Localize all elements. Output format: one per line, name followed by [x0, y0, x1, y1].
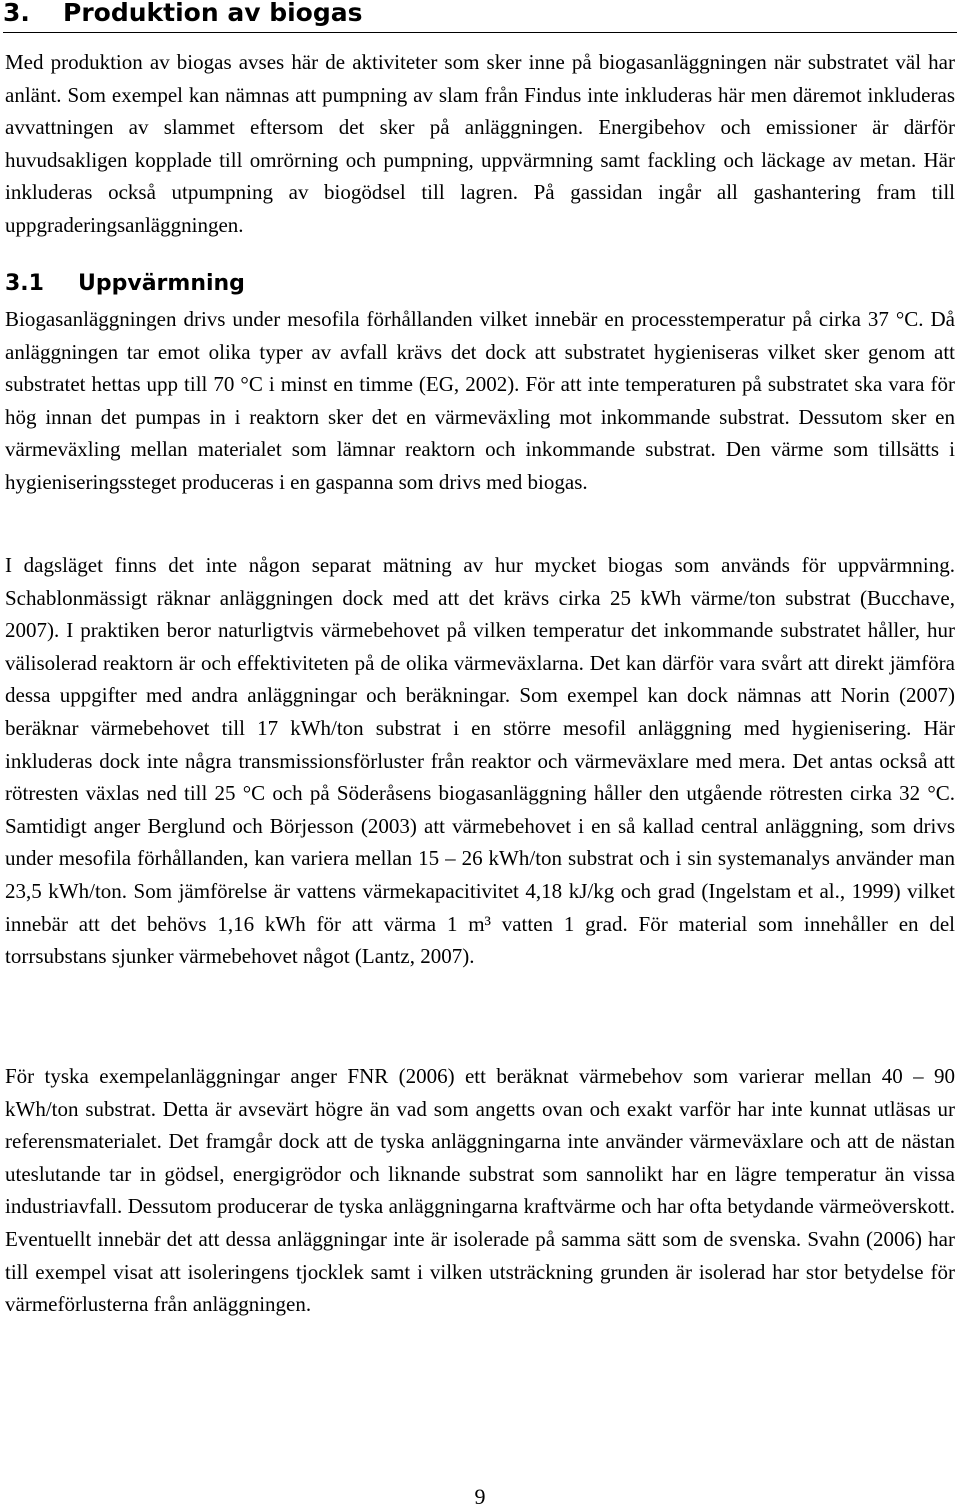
chapter-number: 3. [3, 0, 30, 27]
paragraph-process-temperature: Biogasanläggningen drivs under mesofila förhållanden vilket innebär en processtemperatur på cirka 37 °C. Då anläggningen tar emot olika typer av avfall krävs det dock att substratet hygieniseras vilket sker genom att substratet hettas upp till 70 °C i minst en timme (EG, 2002). För att inte temperaturen på substratet ska vara för hög innan det pumpas in i reaktorn sker det en värmeväxling mot inkommande substrat. Dessutom sker en värmeväxling mellan materialet som lämnar reaktorn och inkommande substrat. Den värme som tillsätts i hygieniseringssteget produceras i en gaspanna som drivs med biogas. [5, 307, 955, 494]
paragraph-german-plants: För tyska exempelanläggningar anger FNR (2006) ett beräknat värmebehov som varierar mellan 40 – 90 kWh/ton substrat. Detta är avsevärt högre än vad som angetts ovan och exakt varför har inte kunnat utläsas ur referensmaterialet. Det framgår dock att de tyska anläggningarna inte använder värmeväxlare och att de nästan uteslutande tar in gödsel, energigrödor och liknande substrat som sannolikt har en lägre temperatur än vissa industriavfall. Dessutom producerar de tyska anläggningarna kraftvärme och har ofta betydande värmeöverskott. Eventuellt innebär det att dessa anläggningar inte är isolerade på samma sätt som de svenska. Svahn (2006) har till exempel visat att isoleringens tjocklek samt i vilken utsträckning grunden är isolerad har stor betydelse för värmeförlusterna från anläggningen. [5, 1064, 955, 1317]
chapter-heading [3, 0, 957, 33]
section-heading [5, 268, 245, 300]
section-title: Uppvärmning [78, 271, 245, 296]
paragraph-heat-demand: I dagsläget finns det inte någon separat mätning av hur mycket biogas som används för uppvärmning. Schablonmässigt räknar anläggningen dock med att det krävs cirka 25 kWh värme/ton substrat (Bucchave, 2007). I praktiken beror naturligtvis värmebehovet på vilken temperatur det inkommande substratet håller, hur välisolerad reaktorn är och effektiviteten på de olika värmeväxlarna. Det kan därför vara svårt att direkt jämföra dessa uppgifter med andra anläggningar och beräkningar. Som exempel kan dock nämnas att Norin (2007) beräknar värmebehovet till 17 kWh/ton substrat i en större mesofil anläggning med hygienisering. Här inkluderas dock inte några transmissionsförluster från reaktor och värmeväxlare med mera. Det antas också att rötresten växlas ned till 25 °C och på Söderåsens biogasanläggning håller den utgående rötresten cirka 32 °C. Samtidigt anger Berglund och Börjesson (2003) att värmebehovet i en så kallad central anläggning, som drivs under mesofila förhållanden, kan variera mellan 15 – 26 kWh/ton substrat och i sin systemanalys använder man 23,5 kWh/ton. Som jämförelse är vattens värmekapacitivitet 4,18 kJ/kg och grad (Ingelstam et al., 1999) vilket innebär att det behövs 1,16 kWh för att värma 1 m³ vatten 1 grad. För material som innehåller en del torrsubstans sjunker värmebehovet något (Lantz, 2007). [5, 553, 955, 969]
paragraph-intro: Med produktion av biogas avses här de aktiviteter som sker inne på biogasanläggningen när substratet väl har anlänt. Som exempel kan nämnas att pumpning av slam från Findus inte inkluderas här men däremot inkluderas avvattningen av slammet eftersom det sker på anläggningen. Energibehov och emissioner är därför huvudsakligen kopplade till omrörning och pumpning, uppvärmning samt fackling och läckage av metan. Här inkluderas också utpumpning av biogödsel till lagren. På gassidan ingår all gashantering fram till uppgraderingsanläggningen. [5, 50, 955, 237]
page-number: 9 [474, 1484, 486, 1509]
chapter-title: Produktion av biogas [63, 0, 363, 27]
section-number: 3.1 [5, 271, 44, 296]
